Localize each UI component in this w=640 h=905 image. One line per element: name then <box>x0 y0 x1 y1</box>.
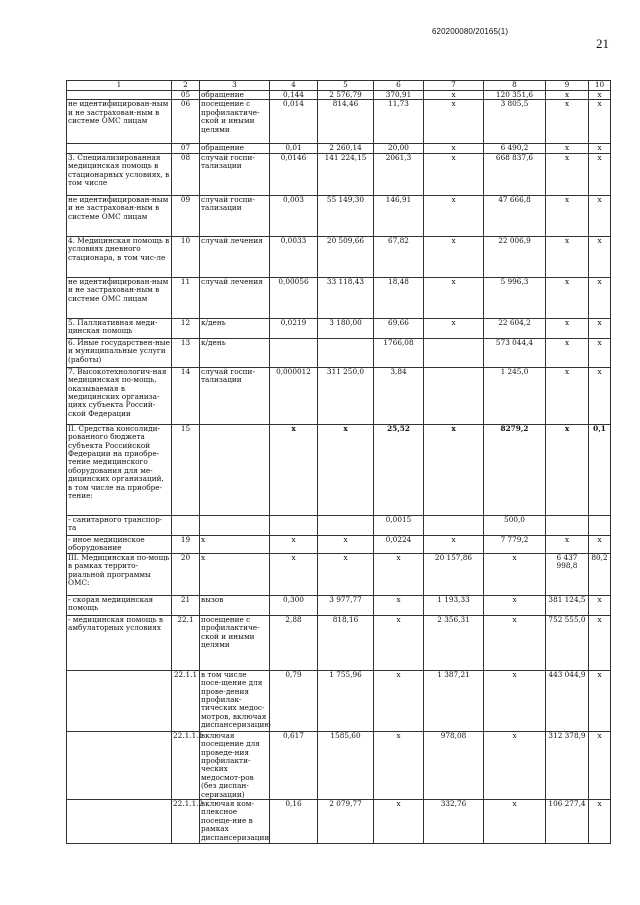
column-header: 6 <box>374 81 424 91</box>
table-cell: x <box>589 595 611 615</box>
table-cell: 20 157,86 <box>424 553 484 595</box>
table-cell <box>424 338 484 367</box>
table-cell: 47 666,8 <box>484 195 546 236</box>
table-cell: 1585,60 <box>318 731 374 799</box>
table-cell: к/день <box>200 338 270 367</box>
table-row <box>67 515 611 535</box>
table-cell: x <box>589 338 611 367</box>
table-cell: обращение <box>200 144 270 153</box>
table-cell: - скорая медицинская помощь <box>67 595 172 615</box>
table-cell <box>200 515 270 535</box>
table-cell: III. Медицинская по-мощь в рамках террито-риальной программы ОМС: <box>67 553 172 595</box>
table-cell: x <box>374 800 424 844</box>
table-cell: x <box>546 424 589 515</box>
table-cell: 978,08 <box>424 731 484 799</box>
table-cell: x <box>589 731 611 799</box>
table-cell: 22.1 <box>172 615 200 670</box>
table-cell: x <box>484 615 546 670</box>
column-header: 9 <box>546 81 589 91</box>
table-cell: x <box>374 670 424 731</box>
table-cell: 1 387,21 <box>424 670 484 731</box>
table-cell: x <box>484 670 546 731</box>
table-cell: 0,617 <box>270 731 318 799</box>
table-cell: x <box>484 553 546 595</box>
column-header: 8 <box>484 81 546 91</box>
table-cell: x <box>546 195 589 236</box>
table-cell: x <box>546 535 589 553</box>
table-cell <box>172 515 200 535</box>
table-cell: 20,00 <box>374 144 424 153</box>
document-code: 620200080/20165(1) <box>432 27 509 36</box>
table-cell: 14 <box>172 367 200 424</box>
table-cell: 07 <box>172 144 200 153</box>
table-cell: 0,0033 <box>270 236 318 277</box>
table-cell: x <box>589 91 611 100</box>
table-cell: x <box>424 535 484 553</box>
table-cell: 18,48 <box>374 277 424 318</box>
table-cell: 668 837,6 <box>484 153 546 195</box>
table-cell: x <box>546 144 589 153</box>
table-cell: 7 779,2 <box>484 535 546 553</box>
table-cell: 5. Паллиативная меди-цинская помощь <box>67 318 172 338</box>
table-cell: включая ком-плексное посеще-ние в рамках диспансеризации <box>201 799 270 842</box>
table-cell: - медицинская помощь в амбулаторных условиях <box>67 615 172 670</box>
table-cell: 11,73 <box>374 100 424 144</box>
table-cell: случай госпи-тализации <box>200 367 270 424</box>
table-cell: x <box>484 800 546 844</box>
table-cell: 0,003 <box>270 195 318 236</box>
table-cell: посещение с профилактиче-ской и иными целями <box>200 615 270 670</box>
table-cell: 13 <box>172 338 200 367</box>
table-row <box>67 153 611 195</box>
table-cell: 55 149,30 <box>318 195 374 236</box>
table-cell: вызов <box>200 595 270 615</box>
table-cell: x <box>484 595 546 615</box>
table-cell: x <box>546 338 589 367</box>
table-cell: 120 351,6 <box>484 91 546 100</box>
table-cell: x <box>589 367 611 424</box>
column-header: 7 <box>424 81 484 91</box>
table-cell: 22.1.1 <box>172 670 200 731</box>
table-row <box>67 670 611 731</box>
table-cell: 3,84 <box>374 367 424 424</box>
table-cell <box>270 515 318 535</box>
table-cell: 0,0224 <box>374 535 424 553</box>
table-cell: 6 437 998,8 <box>546 553 589 595</box>
table-cell: x <box>589 100 611 144</box>
table-cell: 3 977,77 <box>318 595 374 615</box>
table-cell: 0,000012 <box>270 367 318 424</box>
table-cell <box>67 731 172 799</box>
table-cell: 0,0146 <box>270 153 318 195</box>
table-cell: 332,76 <box>424 800 484 844</box>
table-cell: 22 604,2 <box>484 318 546 338</box>
table-cell: 0,300 <box>270 595 318 615</box>
table-cell: 106 277,4 <box>546 800 589 844</box>
table-cell: не идентифицирован-ным и не застрахован-ным в системе ОМС лицам <box>67 277 172 318</box>
table-cell: случай госпи-тализации <box>200 153 270 195</box>
table-cell: 818,16 <box>318 615 374 670</box>
table-cell: - санитарного транспор-та <box>67 515 172 535</box>
table-cell: x <box>318 553 374 595</box>
table-cell: 33 118,43 <box>318 277 374 318</box>
table-cell: 0,0219 <box>270 318 318 338</box>
table-cell: 370,91 <box>374 91 424 100</box>
table-row <box>67 424 611 515</box>
table-cell: 443 044,9 <box>546 670 589 731</box>
table-cell: x <box>589 670 611 731</box>
table-cell: не идентифицирован-ным и не застрахован-ным в системе ОМС лицам <box>67 100 172 144</box>
table-cell: 20 <box>172 553 200 595</box>
table-cell <box>318 338 374 367</box>
table-cell: x <box>318 424 374 515</box>
table-cell: не идентифицирован-ным и не застрахован-ным в системе ОМС лицам <box>67 195 172 236</box>
table-cell <box>270 338 318 367</box>
table-cell: x <box>589 195 611 236</box>
table-cell: x <box>589 153 611 195</box>
table-cell: 19 <box>172 535 200 553</box>
table-cell: x <box>589 236 611 277</box>
table-cell: 2 356,31 <box>424 615 484 670</box>
table-cell: x <box>270 535 318 553</box>
table-cell: x <box>424 424 484 515</box>
table-cell: 1 755,96 <box>318 670 374 731</box>
table-cell: II. Средства консолиди-рованного бюджета субъекта Российской Федерации на приобре-тение медицинского оборудования для ме-дицинских организаций, в том числе на приобре-тение: <box>67 424 172 515</box>
column-header: 10 <box>589 81 611 91</box>
table-cell: 15 <box>172 424 200 515</box>
table-cell: 20 509,66 <box>318 236 374 277</box>
table-cell: x <box>424 277 484 318</box>
table-cell: посещение с профилактиче-ской и иными целями <box>200 100 270 144</box>
table-cell: 0,79 <box>270 670 318 731</box>
table-row <box>67 800 611 844</box>
table-cell: 141 224,15 <box>318 153 374 195</box>
table-cell: случай лечения <box>200 277 270 318</box>
table-cell: x <box>546 153 589 195</box>
column-header: 5 <box>318 81 374 91</box>
table-cell: 7. Высокотехнологич-ная медицинская по-мощь, оказываемая в медицинских организа-циях субъекта Россий-ской Федерации <box>67 367 172 424</box>
table-row <box>67 535 611 553</box>
table-cell: x <box>200 553 270 595</box>
table-cell: 10 <box>172 236 200 277</box>
table-cell: x <box>270 553 318 595</box>
table-cell <box>318 515 374 535</box>
table-cell <box>424 515 484 535</box>
table-row <box>67 338 611 367</box>
table-cell: к/день <box>200 318 270 338</box>
table-cell: 08 <box>172 153 200 195</box>
table-cell: x <box>424 100 484 144</box>
table-cell: 22.1.1.1 <box>172 731 200 799</box>
table-cell: 3 180,00 <box>318 318 374 338</box>
table-cell: x <box>484 731 546 799</box>
table-cell <box>200 424 270 515</box>
table-cell: x <box>424 144 484 153</box>
table-row <box>67 236 611 277</box>
table-cell: 2061,3 <box>374 153 424 195</box>
table-cell: 1766,08 <box>374 338 424 367</box>
table-cell: 21 <box>172 595 200 615</box>
table-cell: x <box>374 553 424 595</box>
table-cell <box>589 515 611 535</box>
column-header: 1 <box>67 81 172 91</box>
table-cell: 2 260,14 <box>318 144 374 153</box>
table-cell: x <box>546 318 589 338</box>
table-cell: 381 124,5 <box>546 595 589 615</box>
table-cell: 2 079,77 <box>318 800 374 844</box>
table-row <box>67 615 611 670</box>
table-cell: 6 490,2 <box>484 144 546 153</box>
table-body <box>67 81 611 844</box>
table-cell: 311 250,0 <box>318 367 374 424</box>
table-cell: 12 <box>172 318 200 338</box>
table-row <box>67 195 611 236</box>
table-header-row <box>67 81 611 91</box>
table-cell: 0,0015 <box>374 515 424 535</box>
table-cell: случай лечения <box>200 236 270 277</box>
table-cell: 2 576,79 <box>318 91 374 100</box>
table-cell: 0,01 <box>270 144 318 153</box>
table-cell: x <box>424 195 484 236</box>
table-cell: 0,014 <box>270 100 318 144</box>
table-cell: x <box>374 615 424 670</box>
column-header: 2 <box>172 81 200 91</box>
table-cell: 09 <box>172 195 200 236</box>
table-cell: x <box>424 236 484 277</box>
table-cell <box>67 144 172 153</box>
table-row <box>67 277 611 318</box>
table-cell: 8279,2 <box>484 424 546 515</box>
table-cell: 0,1 <box>589 424 611 515</box>
table-cell: x <box>589 535 611 553</box>
table-cell: 22.1.1.2 <box>172 800 200 844</box>
table-cell: 06 <box>172 100 200 144</box>
table-cell: x <box>424 318 484 338</box>
table-cell: 05 <box>172 91 200 100</box>
table-cell <box>67 800 172 844</box>
table-row <box>67 318 611 338</box>
table-cell: x <box>270 424 318 515</box>
table-cell: 11 <box>172 277 200 318</box>
table-row <box>67 595 611 615</box>
table-cell: 67,82 <box>374 236 424 277</box>
table-cell: 25,52 <box>374 424 424 515</box>
table-cell: x <box>589 800 611 844</box>
table-cell: 573 044,4 <box>484 338 546 367</box>
table-cell: 80,2 <box>589 553 611 595</box>
table-cell: x <box>318 535 374 553</box>
table-cell: x <box>546 277 589 318</box>
table-cell: 3. Специализированная медицинская помощь в стационарных условиях, в том числе <box>67 153 172 195</box>
page-number: 21 <box>596 36 609 51</box>
table-cell: обращение <box>200 91 270 100</box>
table-cell: 0,16 <box>270 800 318 844</box>
table-cell <box>424 367 484 424</box>
table-cell: x <box>200 535 270 553</box>
table-cell: x <box>424 153 484 195</box>
column-header: 3 <box>200 81 270 91</box>
table-cell <box>67 670 172 731</box>
column-header: 4 <box>270 81 318 91</box>
table-cell <box>546 515 589 535</box>
table-cell: x <box>424 91 484 100</box>
table-cell: 752 555,0 <box>546 615 589 670</box>
table-cell: 0,00056 <box>270 277 318 318</box>
table-cell: x <box>546 100 589 144</box>
table-cell: - иное медицинское оборудование <box>67 535 172 553</box>
table-cell: 5 996,3 <box>484 277 546 318</box>
table-cell: 1 245,0 <box>484 367 546 424</box>
table-row <box>67 367 611 424</box>
table-row <box>67 100 611 144</box>
table-cell: 22 006,9 <box>484 236 546 277</box>
table-cell: 814,46 <box>318 100 374 144</box>
table-cell: x <box>589 615 611 670</box>
table-cell: 146,91 <box>374 195 424 236</box>
table-cell: 3 805,5 <box>484 100 546 144</box>
table-cell: x <box>546 91 589 100</box>
table-cell: x <box>374 595 424 615</box>
table-cell: 1 193,33 <box>424 595 484 615</box>
data-table <box>66 80 611 844</box>
table-cell: x <box>546 367 589 424</box>
table-cell: случай госпи-тализации <box>200 195 270 236</box>
table-cell: x <box>374 731 424 799</box>
table-cell: 69,66 <box>374 318 424 338</box>
table-cell: 2,88 <box>270 615 318 670</box>
table-cell: 0,144 <box>270 91 318 100</box>
table-cell: 500,0 <box>484 515 546 535</box>
table-cell: x <box>589 277 611 318</box>
table-cell: 312 378,9 <box>546 731 589 799</box>
table-cell: x <box>546 236 589 277</box>
table-cell: x <box>589 318 611 338</box>
table-cell: 6. Иные государствен-ные и муниципальные услуги (работы) <box>67 338 172 367</box>
table-cell: 4. Медицинская помощь в условиях дневного стационара, в том чис-ле <box>67 236 172 277</box>
table-cell: в том числе посе-щение для прове-дения профилак-тических медос-мотров, включая диспансеризацию <box>200 670 270 731</box>
table-row <box>67 553 611 595</box>
table-cell: x <box>589 144 611 153</box>
table-row <box>67 731 611 799</box>
table-row <box>67 144 611 153</box>
table-cell: включая посещение для проведе-ния профилакти-ческих медосмот-ров (без диспан-серизации) <box>200 731 270 799</box>
